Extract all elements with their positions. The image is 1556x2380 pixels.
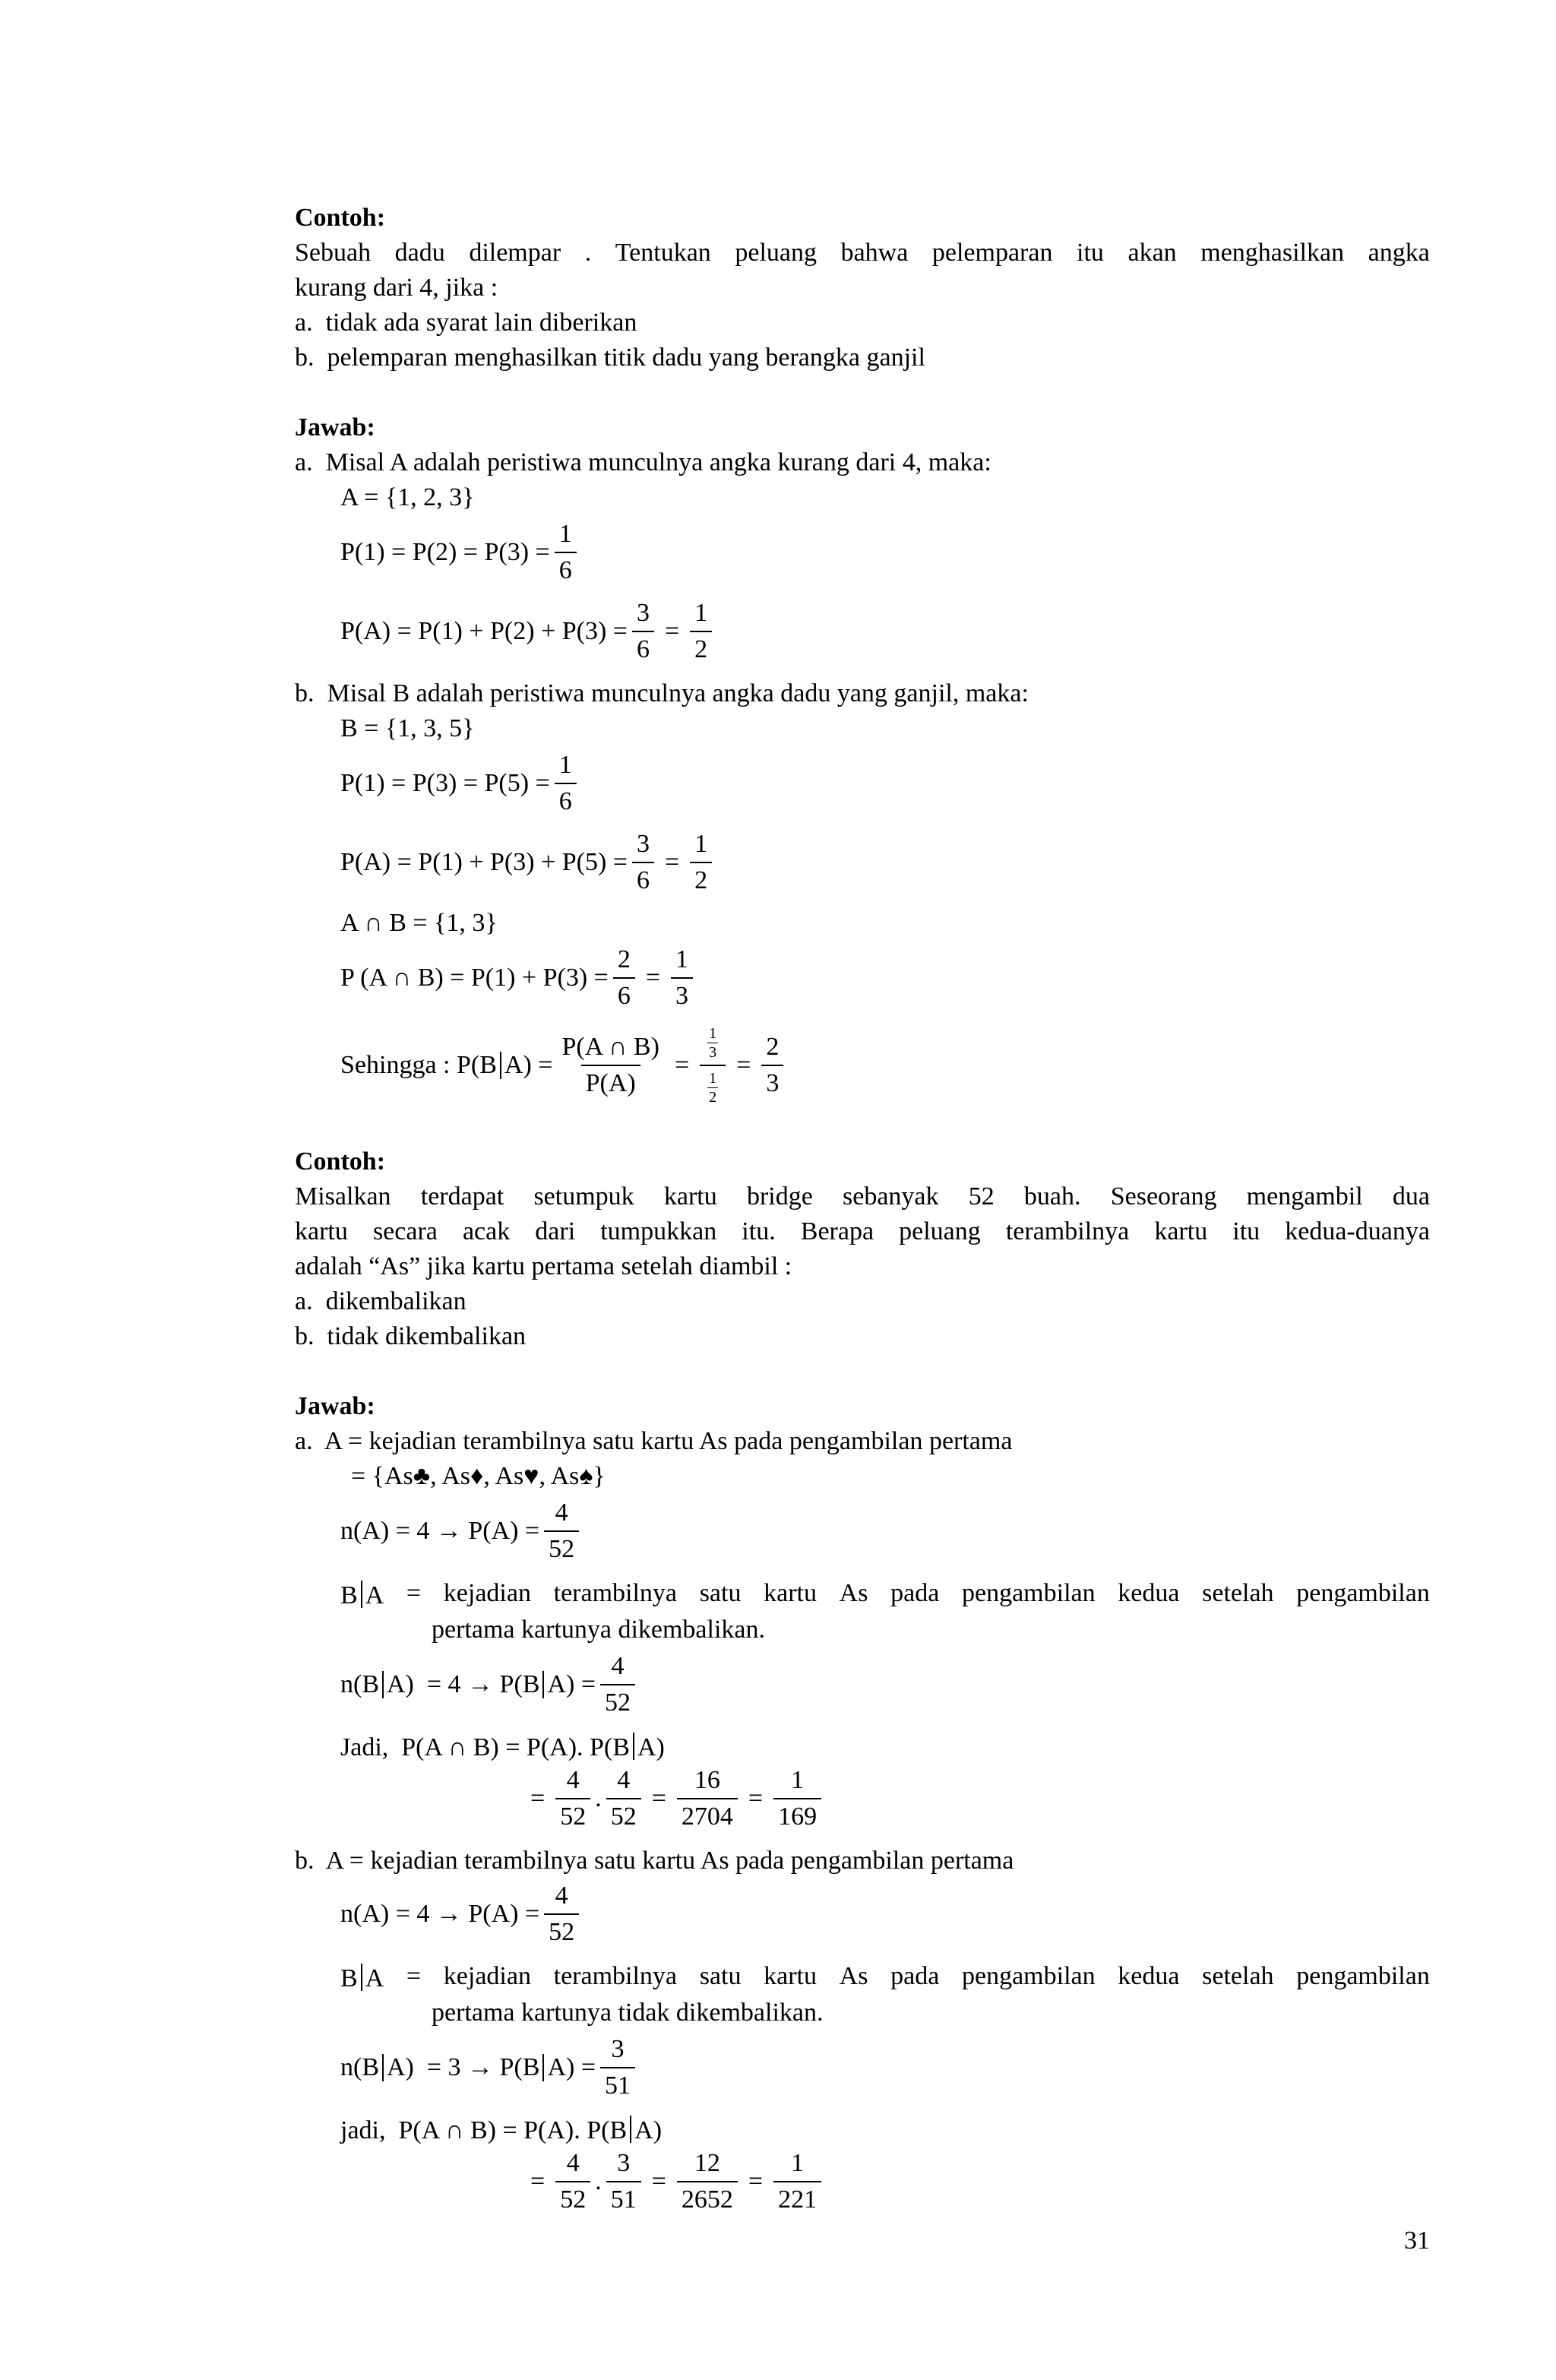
ex1-a-probability-total: P(A) = P(1) + P(2) + P(3) = $\frac{3}{6}$ = $\frac{1}{2}$ [340,600,716,663]
ex2-b-probability-second: n(B A) = 3 → P(B A) = $\frac{3}{51}$ [340,2037,640,2099]
page-number: 31 [1404,2227,1430,2255]
fraction: $\frac{2}{6}$ [613,947,635,1009]
ex2-option-b: b. tidak dikembalikan [295,1322,527,1350]
fraction: $\frac{2}{3}$ [761,1034,783,1097]
ex1-jawab: Jawab: [295,413,375,442]
fraction: $\frac{4}{52}$ [555,1768,590,1830]
fraction: $\frac{1}{6}$ [555,752,577,815]
fraction: $\frac{4}{52}$ [606,1768,641,1830]
ex2-option-a: a. dikembalikan [295,1287,466,1315]
ex2-ace-set: = {As♣, As♦, As♥, As♠} [351,1462,606,1490]
ex2-question-line1: Misalkan terdapat setumpuk kartu bridge sebanyak 52 buah. Seseorang mengambil dua [295,1182,1430,1211]
fraction: $\frac{3}{51}$ [600,2037,635,2099]
ex2-a-probability-second: n(B A) = 4 → P(B A) = $\frac{4}{52}$ [340,1654,640,1716]
conditional-bar [382,2054,384,2081]
ex2-b-probability-first: n(A) = 4 → P(A) = $\frac{4}{52}$ [340,1883,584,1945]
ex2-a-conditional-definition: B A = kejadian terambilnya satu kartu As pada pengambilan kedua setelah pengambilan [340,1579,1430,1609]
ex1-option-b: b. pelemparan menghasilkan titik dadu yang berangka ganjil [295,343,925,372]
fraction: $\frac{P(A \cap B)}{P(A)}$ [561,1033,659,1097]
fraction: $\frac{1}{169}$ [773,1768,821,1830]
ex1-b-probability-each: P(1) = P(3) = P(5) = $\frac{1}{6}$ [340,752,581,815]
conditional-bar [630,2116,631,2143]
fraction: $\frac{4}{52}$ [544,1883,579,1945]
ex1-answer-b-set: B = {1, 3, 5} [340,714,475,742]
ex1-option-a: a. tidak ada syarat lain diberikan [295,309,637,337]
fraction: $\frac{1}{6}$ [555,521,577,584]
fraction: $\frac{1}{2}$ [690,600,712,663]
fraction: $\frac{1}{3}$ [671,947,693,1009]
conditional-bar [500,1052,501,1079]
ex2-b-conditional-definition: B A = kejadian terambilnya satu kartu As pada pengambilan kedua setelah pengambilan [340,1962,1430,1992]
ex1-heading: Contoh: [295,204,386,232]
fraction: $\frac{4}{52}$ [555,2151,590,2213]
ex1-answer-b-intro: b. Misal B adalah peristiwa munculnya angka dadu yang ganjil, maka: [295,679,1029,707]
ex1-intersection-probability: P (A ∩ B) = P(1) + P(3) = $\frac{2}{6}$ = $\frac{1}{3}$ [340,947,697,1009]
ex1-intersection-set: A ∩ B = {1, 3} [340,909,498,937]
fraction: $\frac{1}{221}$ [773,2151,821,2213]
ex1-question-line1: Sebuah dadu dilempar . Tentukan peluang bahwa pelemparan itu akan menghasilkan angka [295,239,1430,267]
fraction: $\frac{3}{6}$ [632,831,654,894]
ex1-question-line2: kurang dari 4, jika : [295,274,498,302]
ex1-conditional-probability: Sehingga : P(B A) = $\frac{P(A \cap B)}{P(A)}$ = $\frac{\frac{1}{3}}{\frac{1}{2}}$ = $\frac{2}{3}$ [340,1026,788,1105]
conditional-bar [633,1733,634,1760]
fraction: $\frac{1}{2}$ [690,831,712,894]
conditional-bar [382,1671,384,1698]
ex2-b-jadi: jadi, P(A ∩ B) = P(A). P(B A) [340,2116,663,2144]
ex1-answer-a-set: A = {1, 2, 3} [340,483,475,511]
ex2-answer-b-intro: b. A = kejadian terambilnya satu kartu As pada pengambilan pertama [295,1847,1014,1875]
ex2-a-conditional-definition-cont: pertama kartunya dikembalikan. [432,1616,765,1644]
ex2-a-jadi: Jadi, P(A ∩ B) = P(A). P(B A) [340,1733,665,1761]
ex2-jawab: Jawab: [295,1392,375,1420]
conditional-bar [542,2054,544,2081]
fraction: $\frac{12}{2652}$ [677,2151,738,2213]
ex2-b-result: = $\frac{4}{52}$ . $\frac{3}{51}$ = $\frac{12}{2652}$ = $\frac{1}{221}$ [524,2151,826,2213]
conditional-bar [361,1964,362,1991]
conditional-bar [361,1581,362,1608]
ex2-question-line3: adalah “As” jika kartu pertama setelah diambil : [295,1252,792,1280]
fraction: $\frac{4}{52}$ [544,1500,579,1562]
ex2-answer-a-intro: a. A = kejadian terambilnya satu kartu As pada pengambilan pertama [295,1427,1013,1455]
ex2-heading: Contoh: [295,1147,386,1176]
fraction: $\frac{4}{52}$ [600,1654,635,1716]
ex1-b-probability-total: P(A) = P(1) + P(3) + P(5) = $\frac{3}{6}$ = $\frac{1}{2}$ [340,831,716,894]
ex2-a-result: = $\frac{4}{52}$ . $\frac{4}{52}$ = $\frac{16}{2704}$ = $\frac{1}{169}$ [524,1768,826,1830]
fraction: $\frac{3}{51}$ [606,2151,641,2213]
fraction: $\frac{16}{2704}$ [677,1768,738,1830]
ex2-a-probability-first: n(A) = 4 → P(A) = $\frac{4}{52}$ [340,1500,584,1562]
fraction: $\frac{3}{6}$ [632,600,654,663]
conditional-bar [542,1671,544,1698]
ex1-a-probability-each: P(1) = P(2) = P(3) = $\frac{1}{6}$ [340,521,581,584]
ex2-b-conditional-definition-cont: pertama kartunya tidak dikembalikan. [432,1999,824,2027]
ex2-question-line2: kartu secara acak dari tumpukkan itu. Berapa peluang terambilnya kartu itu kedua-duanya [295,1217,1430,1245]
ex1-answer-a-intro: a. Misal A adalah peristiwa munculnya angka kurang dari 4, maka: [295,448,991,476]
compound-fraction: $\frac{\frac{1}{3}}{\frac{1}{2}}$ [700,1026,726,1105]
